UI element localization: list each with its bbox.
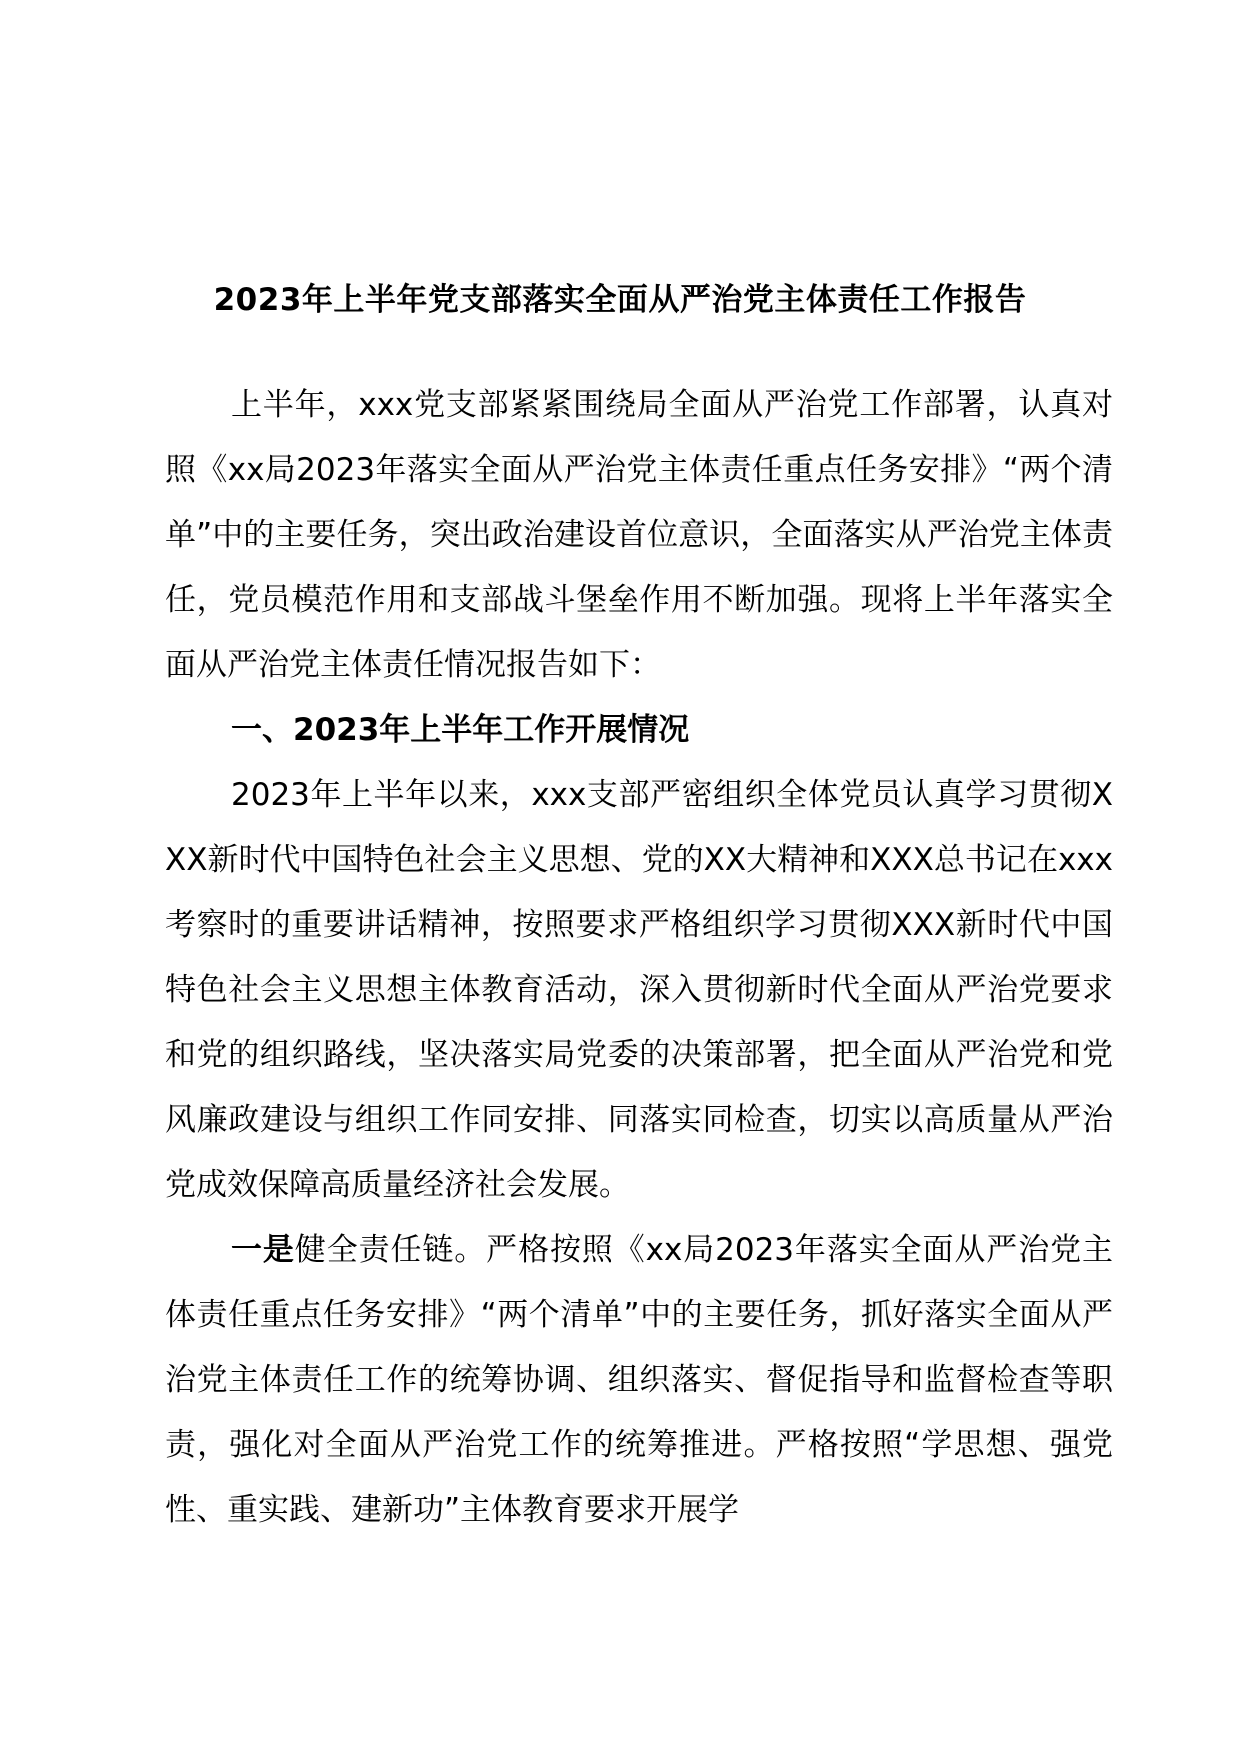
- document-title: 2023年上半年党支部落实全面从严治党主体责任工作报告: [213, 282, 1027, 318]
- point-1-text: 健全责任链。严格按照《xx局2023年落实全面从严治党主体责任重点任务安排》“两个清单”中的主要任务，抓好落实全面从严治党主体责任工作的统筹协调、组织落实、督促指导和监督检查等职责，强化对全面从严治党工作的统筹推进。严格按照“学思想、强党性、重实践、建新功”主体教育要求开展学: [165, 1232, 1113, 1528]
- point-1-paragraph: [165, 1218, 1113, 1543]
- intro-paragraph: 上半年，xxx党支部紧紧围绕局全面从严治党工作部署，认真对照《xx局2023年落实全面从严治党主体责任重点任务安排》“两个清单”中的主要任务，突出政治建设首位意识，全面落实从严治党主体责任，党员模范作用和支部战斗堡垒作用不断加强。现将上半年落实全面从严治党主体责任情况报告如下：: [165, 387, 1113, 683]
- document-body: [165, 373, 1113, 1543]
- section-heading-1: 一、2023年上半年工作开展情况: [231, 712, 690, 748]
- section-1-paragraph: 2023年上半年以来，xxx支部严密组织全体党员认真学习贯彻XXX新时代中国特色社会主义思想、党的XX大精神和XXX总书记在xxx考察时的重要讲话精神，按照要求严格组织学习贯彻XXX新时代中国特色社会主义思想主体教育活动，深入贯彻新时代全面从严治党要求和党的组织路线，坚决落实局党委的决策部署，把全面从严治党和党风廉政建设与组织工作同安排、同落实同检查，切实以高质量从严治党成效保障高质量经济社会发展。: [165, 777, 1113, 1203]
- point-1-lead: 一是: [231, 1232, 295, 1268]
